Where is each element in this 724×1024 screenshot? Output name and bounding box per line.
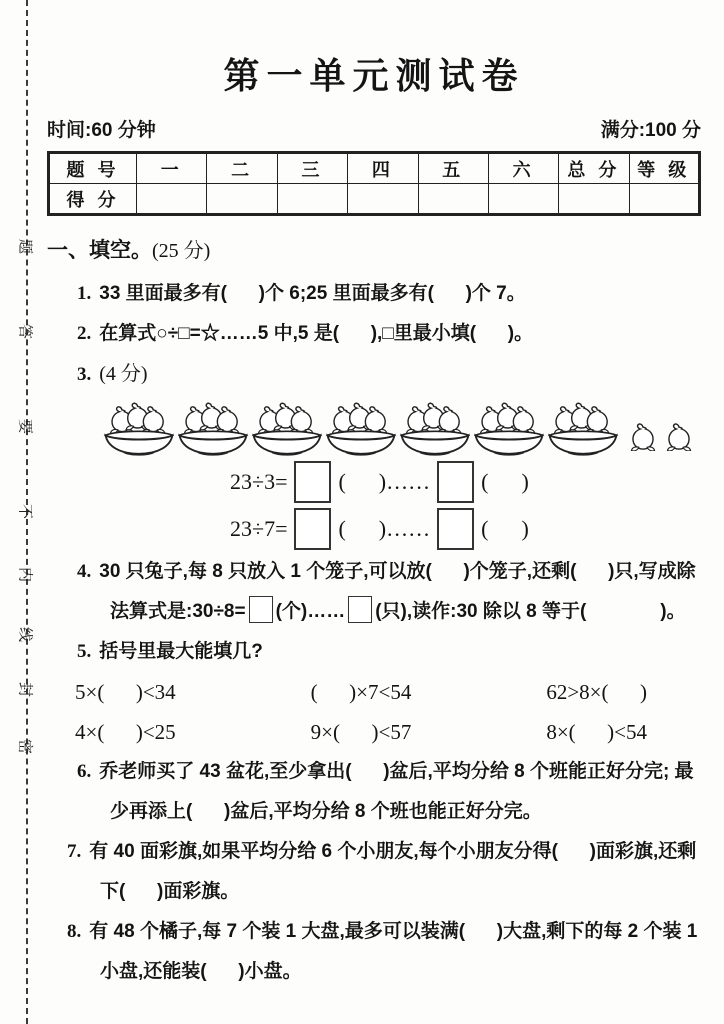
answer-box — [437, 508, 474, 550]
paper-content — [47, 0, 701, 992]
peach-plate-icon — [102, 399, 176, 456]
inequality-expression: 4×( )<25 — [75, 720, 176, 744]
seal-line-char: 不 — [16, 503, 33, 519]
seal-line-char: 题 — [16, 238, 33, 254]
score-table-cell: 五 — [418, 153, 488, 184]
score-empty-cell — [418, 184, 488, 215]
section-heading — [47, 236, 701, 266]
score-table-cell: 得 分 — [49, 184, 137, 215]
score-table-cell: 六 — [488, 153, 558, 184]
question-number: 5. — [77, 641, 92, 662]
score-empty-cell — [488, 184, 558, 215]
question-score-label: (4 分) — [99, 363, 148, 385]
answer-box — [348, 596, 372, 623]
question-text: 33 里面最多有( )个 6;25 里面最多有( )个 7。 — [99, 283, 526, 304]
question-number: 8. — [67, 921, 82, 942]
question-5 — [47, 632, 701, 672]
score-empty-cell — [559, 184, 629, 215]
section-heading-main: 一、填空。 — [47, 239, 152, 262]
question-3 — [47, 354, 701, 395]
peach-plate-icon — [546, 399, 620, 456]
question-1 — [47, 274, 701, 314]
inequality-expression: 62>8×( ) — [546, 680, 647, 704]
division-equation-2 — [230, 505, 701, 552]
equation-mid: ( )…… — [338, 515, 431, 541]
question-8 — [47, 912, 701, 992]
score-empty-cell — [348, 184, 418, 215]
answer-box — [294, 508, 331, 550]
score-table-cell: 二 — [207, 153, 277, 184]
equation-mid: ( )…… — [338, 468, 431, 494]
inequality-expression: 5×( )<34 — [75, 680, 176, 704]
answer-box — [437, 461, 474, 503]
score-table-cell: 一 — [137, 153, 207, 184]
score-empty-cell — [137, 184, 207, 215]
score-empty-cell — [629, 184, 699, 215]
equation-tail: ( ) — [481, 468, 529, 494]
peach-plate-icon — [176, 399, 250, 456]
question-5-row-2 — [75, 712, 647, 752]
question-2 — [47, 314, 701, 354]
score-table — [47, 151, 701, 216]
equation-lhs: 23÷7= — [230, 515, 288, 541]
inequality-expression: 8×( )<54 — [546, 720, 647, 744]
seal-line-char: 要 — [16, 418, 33, 434]
score-table-cell: 题 号 — [49, 153, 137, 184]
score-empty-cell — [207, 184, 277, 215]
question-4 — [47, 552, 701, 632]
seal-line-char: 线 — [16, 626, 33, 642]
question-number: 6. — [77, 761, 92, 782]
paper-title: 第一单元测试卷 — [223, 56, 525, 96]
peach-plate-icon — [324, 399, 398, 456]
seal-line-char: 内 — [16, 566, 33, 582]
seal-line-char: 密 — [16, 738, 33, 754]
question-text: 括号里最大能填几? — [99, 641, 263, 662]
question-list — [47, 274, 701, 992]
question-number: 1. — [77, 283, 92, 304]
peach-plates-row — [102, 399, 701, 456]
answer-box — [294, 461, 331, 503]
answer-box — [249, 596, 273, 623]
score-empty-cell — [277, 184, 347, 215]
equation-tail: ( ) — [481, 515, 529, 541]
equation-lhs: 23÷3= — [230, 468, 288, 494]
question-text: (个)…… — [275, 601, 346, 622]
paper-info-row — [47, 115, 701, 142]
seal-line-char: 封 — [16, 681, 33, 697]
question-number: 3. — [77, 364, 92, 385]
question-7 — [47, 832, 701, 912]
question-text: (只),读作:30 除以 8 等于( )。 — [375, 601, 686, 622]
question-number: 7. — [67, 841, 82, 862]
question-number: 4. — [77, 561, 92, 582]
question-text: 乔老师买了 43 盆花,至少拿出( )盆后,平均分给 8 个班能正好分完; 最少再添上( )盆后,平均分给 8 个班也能正好分完。 — [99, 761, 694, 822]
question-5-row-1 — [75, 672, 647, 712]
time-limit-label: 时间:60 分钟 — [47, 120, 156, 141]
score-table-cell: 四 — [348, 153, 418, 184]
inequality-expression: 9×( )<57 — [310, 720, 412, 744]
peach-icon — [630, 420, 656, 451]
peach-icon — [666, 420, 692, 451]
question-text: 有 48 个橘子,每 7 个装 1 大盘,最多可以装满( )大盘,剩下的每 2 个装 1 小盘,还能装( )小盘。 — [89, 921, 703, 982]
question-6 — [47, 752, 701, 832]
score-table-cell: 等 级 — [629, 153, 699, 184]
inequality-expression: ( )×7<54 — [310, 680, 412, 704]
full-score-label: 满分:100 分 — [600, 120, 701, 141]
peach-plate-icon — [398, 399, 472, 456]
question-text: 在算式○÷□=☆……5 中,5 是( ),□里最小填( )。 — [99, 323, 534, 344]
question-text: 有 40 面彩旗,如果平均分给 6 个小朋友,每个小朋友分得( )面彩旗,还剩下( )面彩旗。 — [89, 841, 697, 902]
division-equation-1 — [230, 458, 701, 505]
peach-plate-icon — [250, 399, 324, 456]
question-text: 30 只兔子,每 8 只放入 1 个笼子,可以放( )个笼子,还剩( )只,写成除法算式是:30÷8= — [99, 561, 696, 622]
score-table-score-row — [49, 184, 700, 215]
peach-plate-icon — [472, 399, 546, 456]
section-heading-score: (25 分) — [152, 240, 211, 262]
question-number: 2. — [77, 323, 92, 344]
score-table-cell: 三 — [277, 153, 347, 184]
score-table-cell: 总 分 — [559, 153, 629, 184]
score-table-header-row — [49, 153, 700, 184]
seal-line-char: 答 — [16, 323, 33, 339]
